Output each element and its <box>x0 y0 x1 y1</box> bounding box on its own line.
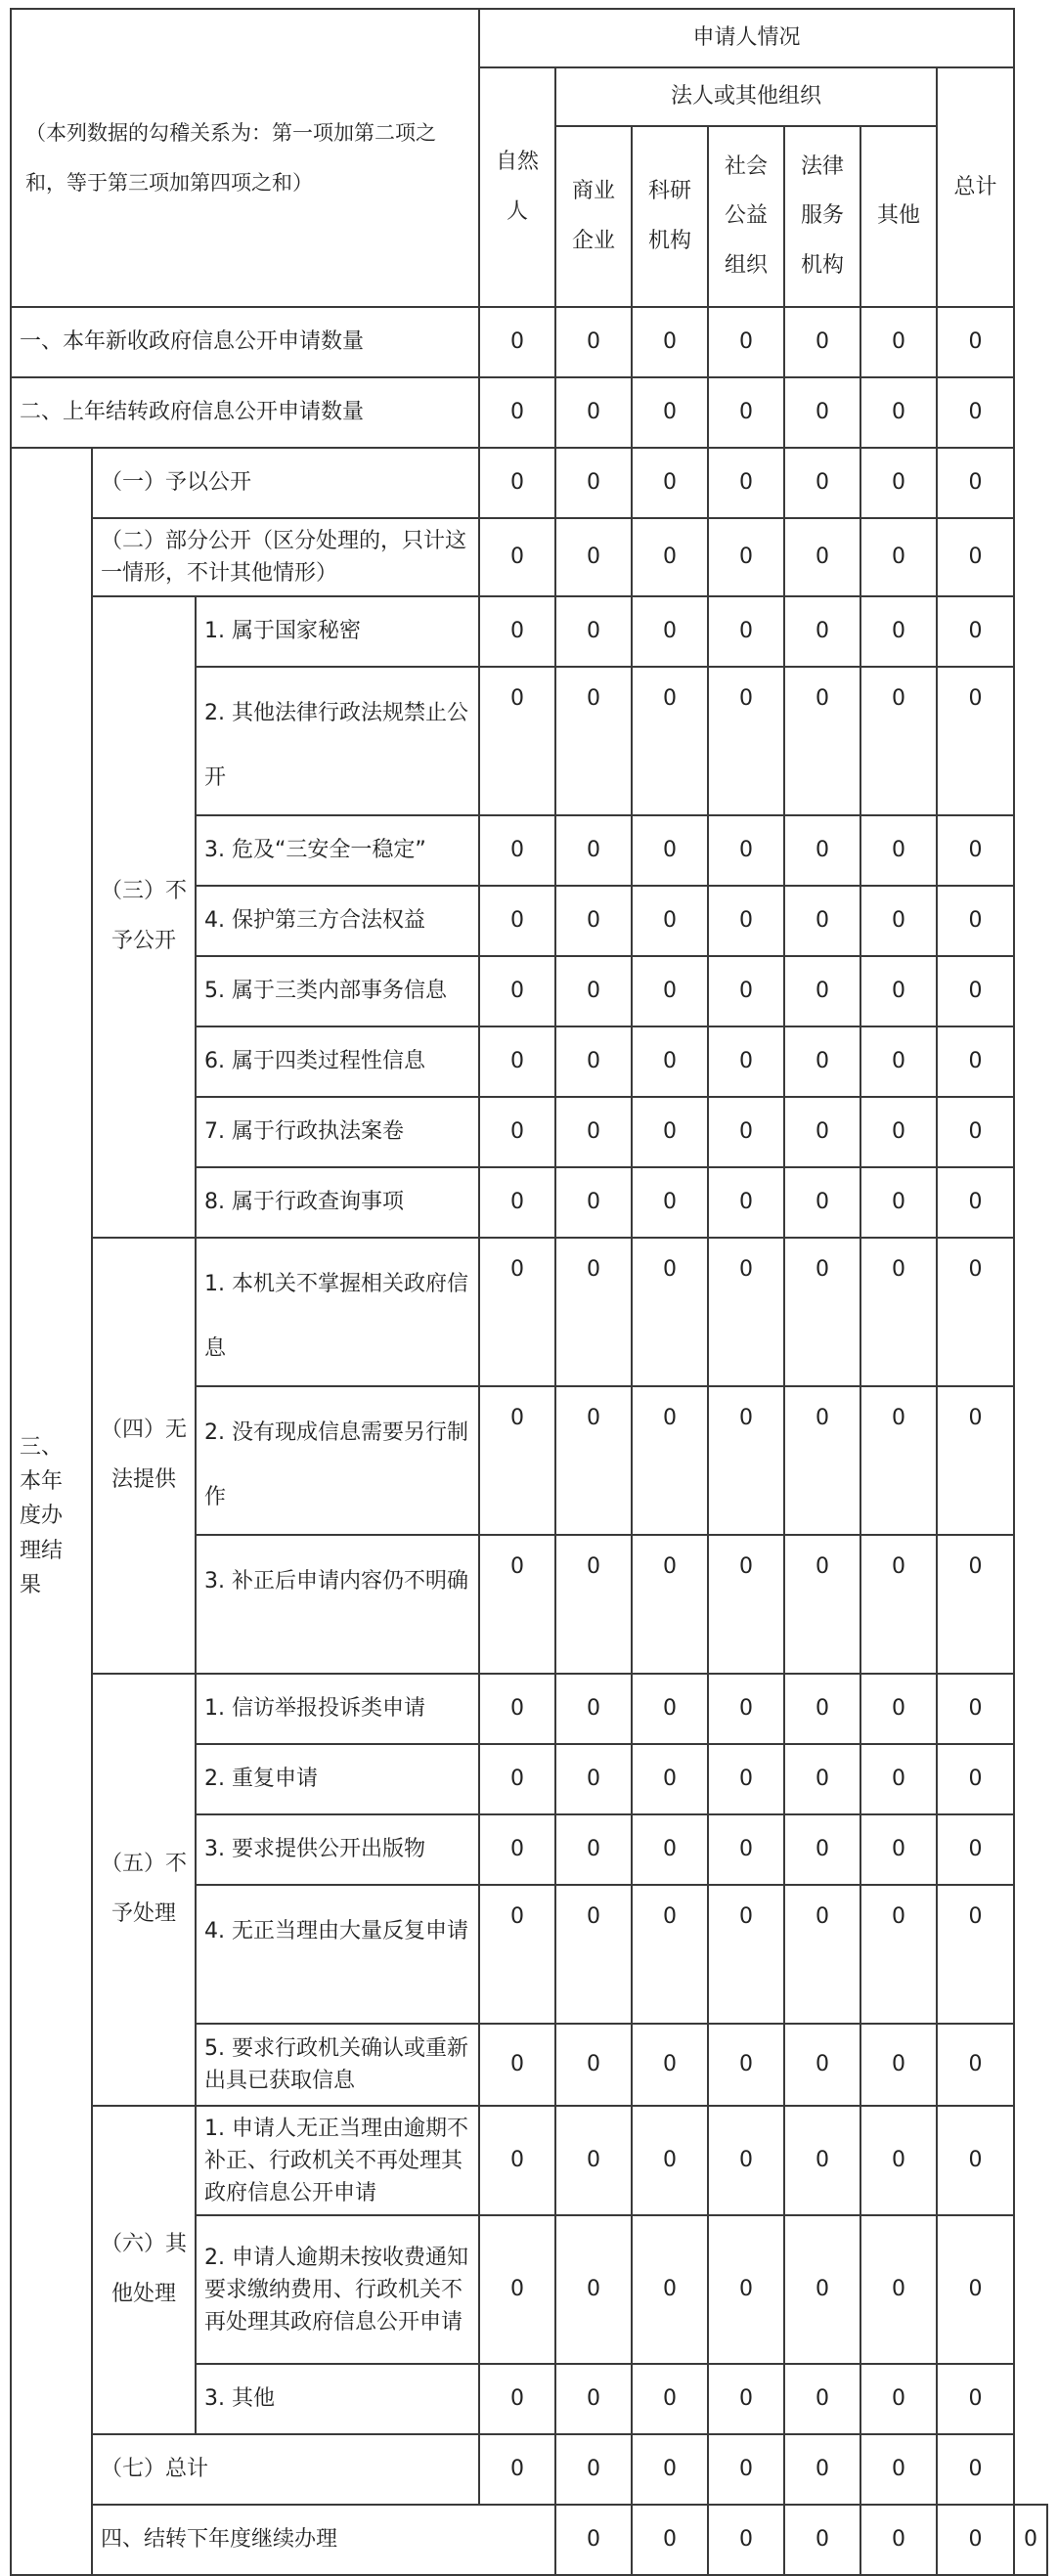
cell-value: 0 <box>784 1026 860 1097</box>
cell-value: 0 <box>555 2215 632 2364</box>
cell-value: 0 <box>937 1386 1014 1535</box>
cell-value: 0 <box>555 377 632 448</box>
cell-value: 0 <box>555 307 632 377</box>
cell-value: 0 <box>784 2215 860 2364</box>
table-row <box>11 2106 1047 2215</box>
row-label: 3. 要求提供公开出版物 <box>196 1814 479 1885</box>
cell-value: 0 <box>784 886 860 956</box>
cell-value: 0 <box>937 1026 1014 1097</box>
statistics-table-wrapper <box>10 8 1048 2553</box>
cell-value: 0 <box>708 667 784 815</box>
cell-value: 0 <box>479 1026 555 1097</box>
cell-value: 0 <box>632 1535 708 1674</box>
cell-value: 0 <box>708 1744 784 1814</box>
header-other: 其他 <box>860 126 937 307</box>
cell-value: 0 <box>860 2024 937 2106</box>
cell-value: 0 <box>479 518 555 596</box>
cell-value: 0 <box>937 1814 1014 1885</box>
cell-value: 0 <box>784 1814 860 1885</box>
row-label: 1. 本机关不掌握相关政府信息 <box>196 1238 479 1386</box>
header-legal-person-group: 法人或其他组织 <box>555 67 937 126</box>
cell-value: 0 <box>937 1167 1014 1238</box>
cell-value: 0 <box>555 815 632 886</box>
cell-value: 0 <box>708 1535 784 1674</box>
cell-value: 0 <box>555 956 632 1026</box>
cell-value: 0 <box>632 2505 708 2575</box>
header-total: 总计 <box>937 67 1014 307</box>
cell-value: 0 <box>937 596 1014 667</box>
cell-value: 0 <box>632 886 708 956</box>
cell-value: 0 <box>860 1744 937 1814</box>
cell-value: 0 <box>708 1386 784 1535</box>
cell-value: 0 <box>555 1674 632 1744</box>
cell-value: 0 <box>479 1097 555 1167</box>
cell-value: 0 <box>937 2364 1014 2434</box>
cell-value: 0 <box>860 2106 937 2215</box>
cell-value: 0 <box>708 1885 784 2024</box>
row-label: 四、结转下年度继续办理 <box>92 2505 555 2575</box>
cell-value: 0 <box>784 815 860 886</box>
cell-value: 0 <box>860 2505 937 2575</box>
table-row <box>11 307 1047 377</box>
table-row <box>11 518 1047 596</box>
row-label: 4. 无正当理由大量反复申请 <box>196 1885 479 2024</box>
cell-value: 0 <box>479 448 555 518</box>
group-3-label: （三）不予公开 <box>92 596 196 1238</box>
cell-value: 0 <box>479 1238 555 1386</box>
row-label: 6. 属于四类过程性信息 <box>196 1026 479 1097</box>
table-row <box>11 448 1047 518</box>
row-label: 2. 其他法律行政法规禁止公开 <box>196 667 479 815</box>
cell-value: 0 <box>784 2434 860 2505</box>
cell-value: 0 <box>479 956 555 1026</box>
cell-value: 0 <box>784 2106 860 2215</box>
cell-value: 0 <box>784 1535 860 1674</box>
cell-value: 0 <box>555 886 632 956</box>
cell-value: 0 <box>708 1097 784 1167</box>
cell-value: 0 <box>555 1026 632 1097</box>
cell-value: 0 <box>632 2106 708 2215</box>
cell-value: 0 <box>555 1238 632 1386</box>
cell-value: 0 <box>632 815 708 886</box>
cell-value: 0 <box>708 1167 784 1238</box>
header-commercial: 商业企业 <box>555 126 632 307</box>
cell-value: 0 <box>708 1238 784 1386</box>
cell-value: 0 <box>632 1026 708 1097</box>
cell-value: 0 <box>860 1167 937 1238</box>
cell-value: 0 <box>555 2024 632 2106</box>
cell-value: 0 <box>860 886 937 956</box>
cell-value: 0 <box>860 307 937 377</box>
cell-value: 0 <box>937 307 1014 377</box>
cell-value: 0 <box>937 1674 1014 1744</box>
cell-value: 0 <box>555 1097 632 1167</box>
cell-value: 0 <box>555 1885 632 2024</box>
cell-value: 0 <box>937 2106 1014 2215</box>
cell-value: 0 <box>784 1386 860 1535</box>
cell-value: 0 <box>937 2024 1014 2106</box>
cell-value: 0 <box>479 2364 555 2434</box>
cell-value: 0 <box>479 1744 555 1814</box>
cell-value: 0 <box>708 1814 784 1885</box>
row-label: （一）予以公开 <box>92 448 479 518</box>
cell-value: 0 <box>937 1238 1014 1386</box>
cell-value: 0 <box>937 2505 1014 2575</box>
cell-value: 0 <box>479 1167 555 1238</box>
row-label: 4. 保护第三方合法权益 <box>196 886 479 956</box>
cell-value: 0 <box>784 1744 860 1814</box>
cell-value: 0 <box>860 1238 937 1386</box>
row-label: 5. 属于三类内部事务信息 <box>196 956 479 1026</box>
row-label: 二、上年结转政府信息公开申请数量 <box>11 377 479 448</box>
row-label: 2. 没有现成信息需要另行制作 <box>196 1386 479 1535</box>
cell-value: 0 <box>632 1386 708 1535</box>
cell-value: 0 <box>708 2215 784 2364</box>
row-label: 1. 申请人无正当理由逾期不补正、行政机关不再处理其政府信息公开申请 <box>196 2106 479 2215</box>
cell-value: 0 <box>708 2434 784 2505</box>
cell-value: 0 <box>937 886 1014 956</box>
cell-value: 0 <box>479 815 555 886</box>
group-6-label: （六）其他处理 <box>92 2106 196 2434</box>
cell-value: 0 <box>632 518 708 596</box>
cell-value: 0 <box>784 307 860 377</box>
cell-value: 0 <box>937 1885 1014 2024</box>
cell-value: 0 <box>555 2505 632 2575</box>
cell-value: 0 <box>555 1386 632 1535</box>
row-label: 3. 其他 <box>196 2364 479 2434</box>
cell-value: 0 <box>632 1238 708 1386</box>
cell-value: 0 <box>479 1885 555 2024</box>
header-note: （本列数据的勾稽关系为：第一项加第二项之和，等于第三项加第四项之和） <box>11 9 479 307</box>
cell-value: 0 <box>479 596 555 667</box>
cell-value: 0 <box>860 2434 937 2505</box>
cell-value: 0 <box>784 1674 860 1744</box>
cell-value: 0 <box>937 448 1014 518</box>
cell-value: 0 <box>632 2434 708 2505</box>
header-public-welfare: 社会公益组织 <box>708 126 784 307</box>
cell-value: 0 <box>632 1674 708 1744</box>
cell-value: 0 <box>784 2364 860 2434</box>
cell-value: 0 <box>860 667 937 815</box>
cell-value: 0 <box>479 2215 555 2364</box>
row-label: 8. 属于行政查询事项 <box>196 1167 479 1238</box>
cell-value: 0 <box>479 1386 555 1535</box>
cell-value: 0 <box>632 956 708 1026</box>
cell-value: 0 <box>555 448 632 518</box>
cell-value: 0 <box>632 1744 708 1814</box>
row-label: 2. 申请人逾期未按收费通知要求缴纳费用、行政机关不再处理其政府信息公开申请 <box>196 2215 479 2364</box>
header-natural-person: 自然人 <box>479 67 555 307</box>
row-label: （七）总计 <box>92 2434 479 2505</box>
cell-value: 0 <box>784 2024 860 2106</box>
cell-value: 0 <box>784 1097 860 1167</box>
row-label: 1. 信访举报投诉类申请 <box>196 1674 479 1744</box>
header-research: 科研机构 <box>632 126 708 307</box>
cell-value: 0 <box>708 2024 784 2106</box>
table-row <box>11 1238 1047 1386</box>
cell-value: 0 <box>555 596 632 667</box>
cell-value: 0 <box>555 1814 632 1885</box>
cell-value: 0 <box>632 596 708 667</box>
row-label: 5. 要求行政机关确认或重新出具已获取信息 <box>196 2024 479 2106</box>
cell-value: 0 <box>555 1167 632 1238</box>
cell-value: 0 <box>632 2024 708 2106</box>
cell-value: 0 <box>632 1167 708 1238</box>
cell-value: 0 <box>555 1744 632 1814</box>
cell-value: 0 <box>632 2215 708 2364</box>
cell-value: 0 <box>555 518 632 596</box>
cell-value: 0 <box>479 2106 555 2215</box>
group-5-label: （五）不予处理 <box>92 1674 196 2106</box>
cell-value: 0 <box>860 1026 937 1097</box>
cell-value: 0 <box>937 1535 1014 1674</box>
cell-value: 0 <box>784 1238 860 1386</box>
cell-value: 0 <box>860 518 937 596</box>
cell-value: 0 <box>784 2505 860 2575</box>
cell-value: 0 <box>479 307 555 377</box>
cell-value: 0 <box>937 377 1014 448</box>
cell-value: 0 <box>784 518 860 596</box>
cell-value: 0 <box>937 2215 1014 2364</box>
table-row <box>11 2505 1047 2575</box>
cell-value: 0 <box>937 2434 1014 2505</box>
cell-value: 0 <box>937 815 1014 886</box>
cell-value: 0 <box>479 886 555 956</box>
cell-value: 0 <box>708 307 784 377</box>
cell-value: 0 <box>632 1814 708 1885</box>
cell-value: 0 <box>708 1026 784 1097</box>
header-legal-service: 法律服务机构 <box>784 126 860 307</box>
table-row <box>11 596 1047 667</box>
section-3-label: 三、本年度办理结果 <box>11 448 92 2575</box>
cell-value: 0 <box>555 2434 632 2505</box>
row-label: 2. 重复申请 <box>196 1744 479 1814</box>
table-row <box>11 1674 1047 1744</box>
cell-value: 0 <box>784 448 860 518</box>
cell-value: 0 <box>784 1167 860 1238</box>
cell-value: 0 <box>937 518 1014 596</box>
cell-value: 0 <box>708 956 784 1026</box>
row-label: 一、本年新收政府信息公开申请数量 <box>11 307 479 377</box>
cell-value: 0 <box>708 886 784 956</box>
cell-value: 0 <box>479 2024 555 2106</box>
cell-value: 0 <box>479 1814 555 1885</box>
cell-value: 0 <box>860 448 937 518</box>
cell-value: 0 <box>860 596 937 667</box>
cell-value: 0 <box>937 1744 1014 1814</box>
cell-value: 0 <box>937 1097 1014 1167</box>
cell-value: 0 <box>479 667 555 815</box>
cell-value: 0 <box>784 956 860 1026</box>
cell-value: 0 <box>632 667 708 815</box>
cell-value: 0 <box>860 1386 937 1535</box>
cell-value: 0 <box>632 377 708 448</box>
cell-value: 0 <box>708 2364 784 2434</box>
cell-value: 0 <box>708 518 784 596</box>
cell-value: 0 <box>860 2364 937 2434</box>
row-label: 3. 危及“三安全一稳定” <box>196 815 479 886</box>
cell-value: 0 <box>860 2215 937 2364</box>
table-row <box>11 377 1047 448</box>
cell-value: 0 <box>708 448 784 518</box>
cell-value: 0 <box>860 1674 937 1744</box>
row-label: （二）部分公开（区分处理的，只计这一情形，不计其他情形） <box>92 518 479 596</box>
cell-value: 0 <box>784 1885 860 2024</box>
cell-value: 0 <box>632 448 708 518</box>
cell-value: 0 <box>937 667 1014 815</box>
cell-value: 0 <box>860 377 937 448</box>
cell-value: 0 <box>860 956 937 1026</box>
row-label: 7. 属于行政执法案卷 <box>196 1097 479 1167</box>
cell-value: 0 <box>784 667 860 815</box>
cell-value: 0 <box>784 596 860 667</box>
table-row <box>11 2434 1047 2505</box>
cell-value: 0 <box>1014 2505 1047 2575</box>
cell-value: 0 <box>784 377 860 448</box>
cell-value: 0 <box>860 815 937 886</box>
row-label: 1. 属于国家秘密 <box>196 596 479 667</box>
cell-value: 0 <box>555 667 632 815</box>
cell-value: 0 <box>708 2505 784 2575</box>
cell-value: 0 <box>708 377 784 448</box>
cell-value: 0 <box>860 1535 937 1674</box>
cell-value: 0 <box>708 1674 784 1744</box>
cell-value: 0 <box>708 2106 784 2215</box>
cell-value: 0 <box>937 956 1014 1026</box>
cell-value: 0 <box>479 1535 555 1674</box>
cell-value: 0 <box>555 1535 632 1674</box>
cell-value: 0 <box>708 596 784 667</box>
cell-value: 0 <box>632 1885 708 2024</box>
statistics-table <box>10 8 1048 2576</box>
cell-value: 0 <box>632 307 708 377</box>
cell-value: 0 <box>632 1097 708 1167</box>
cell-value: 0 <box>555 2364 632 2434</box>
cell-value: 0 <box>632 2364 708 2434</box>
header-applicant-status: 申请人情况 <box>479 9 1014 67</box>
cell-value: 0 <box>860 1814 937 1885</box>
cell-value: 0 <box>479 2434 555 2505</box>
group-4-label: （四）无法提供 <box>92 1238 196 1674</box>
cell-value: 0 <box>708 815 784 886</box>
cell-value: 0 <box>860 1885 937 2024</box>
cell-value: 0 <box>860 1097 937 1167</box>
cell-value: 0 <box>479 377 555 448</box>
cell-value: 0 <box>479 1674 555 1744</box>
cell-value: 0 <box>555 2106 632 2215</box>
row-label: 3. 补正后申请内容仍不明确 <box>196 1535 479 1674</box>
